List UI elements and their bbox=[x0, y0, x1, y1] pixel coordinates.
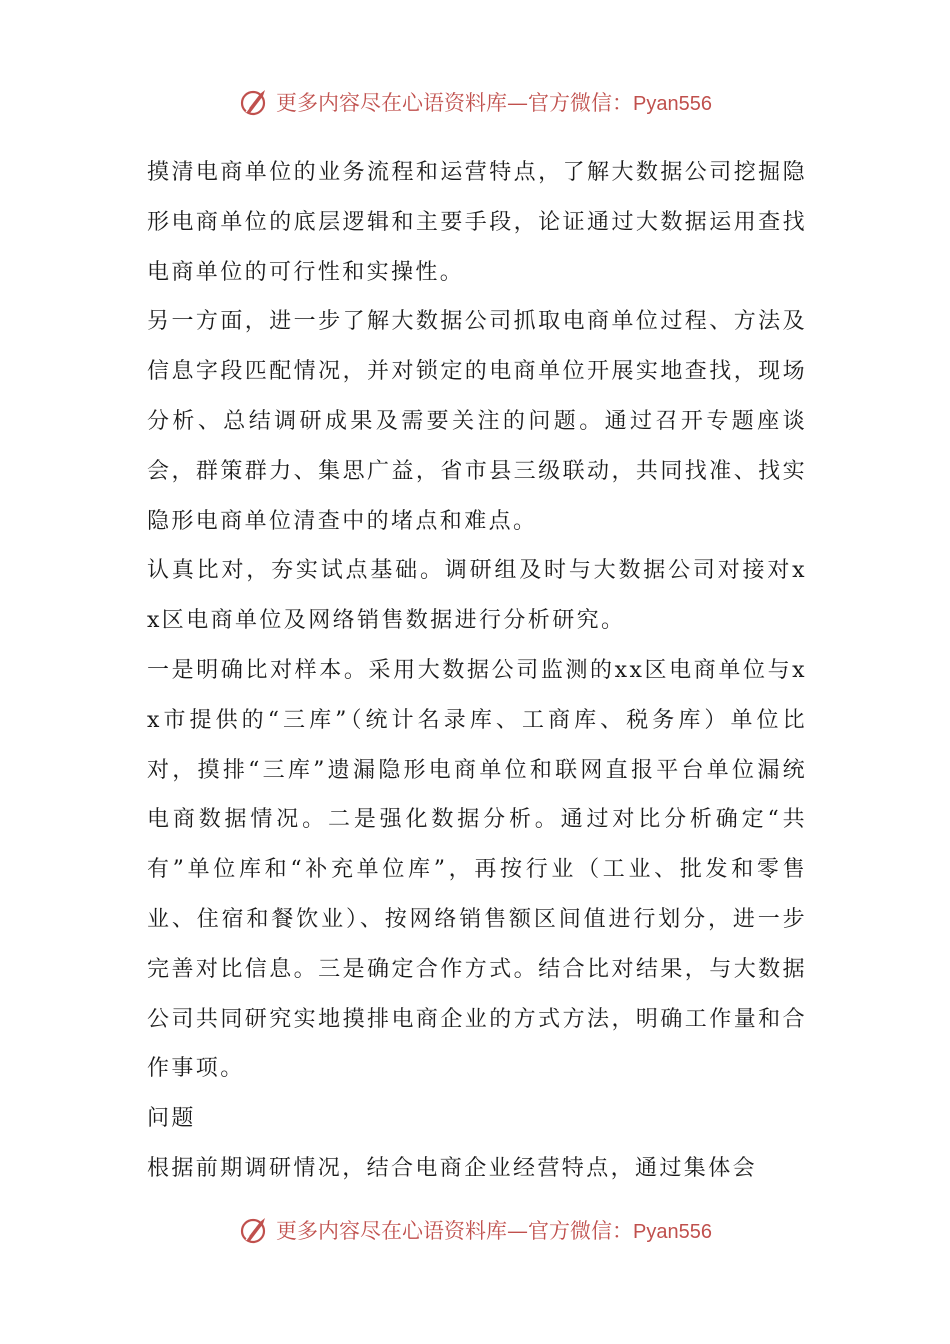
paragraph: 另一方面，进一步了解大数据公司抓取电商单位过程、方法及信息字段匹配情况，并对锁定的电商单位开展实地查找，现场分析、总结调研成果及需要关注的问题。通过召开专题座谈会，群策群力、集思广益，省市县三级联动，共同找准、找实隐形电商单位清查中的堵点和难点。 bbox=[147, 309, 807, 534]
watermark-header bbox=[0, 82, 950, 122]
paragraph: 认真比对，夯实试点基础。调研组及时与大数据公司对接对xx区电商单位及网络销售数据进行分析研究。 bbox=[147, 558, 807, 634]
paragraph: 一是明确比对样本。采用大数据公司监测的xx区电商单位与xx市提供的“三库”（统计名录库、工商库、税务库）单位比对，摸排“三库”遗漏隐形电商单位和联网直报平台单位漏统电商数据情况。二是强化数据分析。通过对比分析确定“共有”单位库和“补充单位库”，再按行业（工业、批发和零售业、住宿和餐饮业）、按网络销售额区间值进行划分，进一步完善对比信息。三是确定合作方式。结合比对结果，与大数据公司共同研究实地摸排电商企业的方式方法，明确工作量和合作事项。 bbox=[147, 657, 807, 1082]
paragraph: 根据前期调研情况，结合电商企业经营特点，通过集体会 bbox=[147, 1155, 758, 1181]
watermark-text: 更多内容尽在心语资料库—官方微信：Pyan556 bbox=[276, 1219, 712, 1243]
watermark-text: 更多内容尽在心语资料库—官方微信：Pyan556 bbox=[276, 91, 712, 115]
pen-nib-icon bbox=[238, 85, 272, 119]
pen-nib-icon bbox=[238, 1213, 272, 1247]
document-body bbox=[147, 148, 807, 1194]
section-heading: 问题 bbox=[147, 1106, 196, 1132]
watermark-footer bbox=[0, 1210, 950, 1250]
paragraph: 摸清电商单位的业务流程和运营特点，了解大数据公司挖掘隐形电商单位的底层逻辑和主要手段，论证通过大数据运用查找电商单位的可行性和实操性。 bbox=[147, 160, 807, 285]
